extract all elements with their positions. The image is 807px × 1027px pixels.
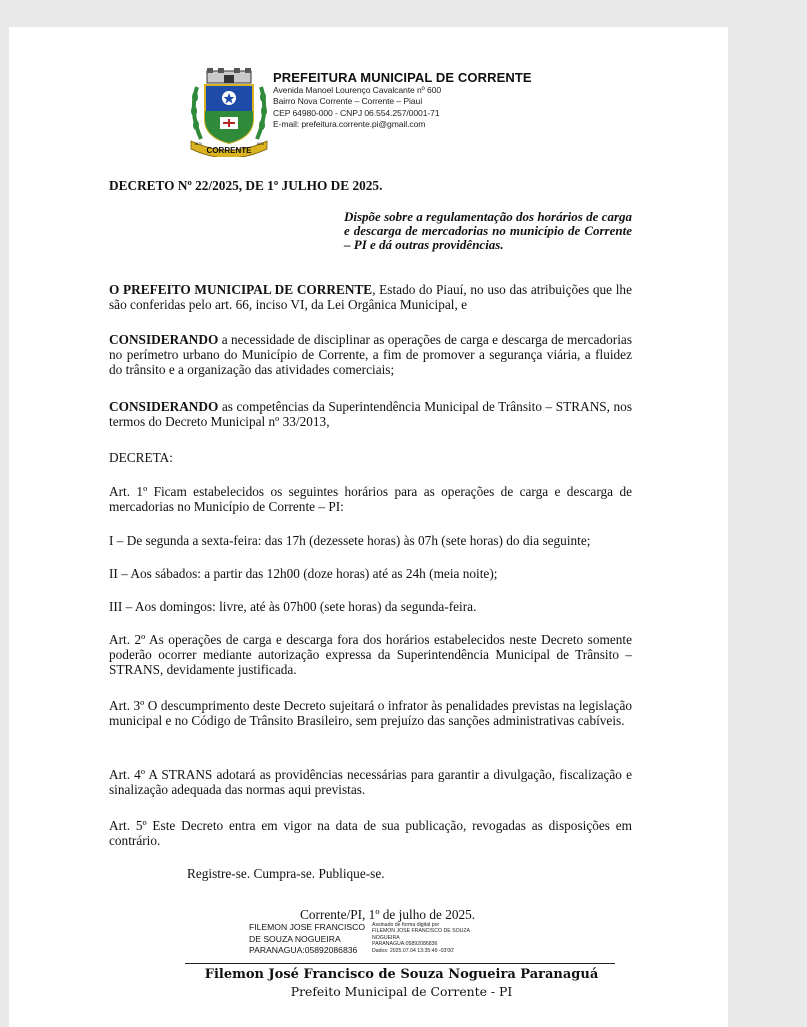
article-3: Art. 3º O descumprimento deste Decreto sujeitará o infrator às penalidades previstas na legislação municipal e no Código de Trânsito Brasileiro, sem prejuízo das sanções administrativas cabíveis. (109, 698, 632, 728)
considerando-paragraph-2 (109, 399, 632, 429)
considerando-bold: CONSIDERANDO (109, 399, 219, 414)
signer-role: Prefeito Municipal de Corrente - PI (290, 984, 513, 999)
preamble-bold: O PREFEITO MUNICIPAL DE CORRENTE (109, 282, 373, 297)
document-page (9, 27, 728, 1027)
inciso-1: I – De segunda a sexta-feira: das 17h (dezessete horas) às 07h (sete horas) do dia seguinte; (109, 533, 591, 548)
decreta-heading: DECRETA: (109, 450, 173, 465)
closing-formula: Registre-se. Cumpra-se. Publique-se. (187, 866, 385, 881)
digital-signature-details (372, 922, 512, 954)
article-1: Art. 1º Ficam estabelecidos os seguintes horários para as operações de carga e descarga de mercadorias no Município de Corrente – PI: (109, 484, 632, 514)
inciso-3: III – Aos domingos: livre, até às 07h00 (sete horas) da segunda-feira. (109, 599, 477, 614)
signature-line (185, 963, 615, 964)
preamble-paragraph (109, 282, 632, 312)
digital-signature-name (249, 922, 365, 957)
article-2: Art. 2º As operações de carga e descarga fora dos horários estabelecidos neste Decreto somente poderão ocorrer mediante autorização expressa da Superintendência Municipal de Trânsito – STRANS, devidamente justificada. (109, 632, 632, 677)
place-date: Corrente/PI, 1º de julho de 2025. (300, 907, 476, 922)
letterhead-neighborhood: Bairro Nova Corrente – Corrente – Piauí (273, 96, 423, 107)
considerando-text: as competências da Superintendência Municipal de Trânsito – STRANS, nos termos do Decreto Municipal nº 33/2013, (109, 399, 632, 429)
letterhead-address: Avenida Manoel Lourenço Cavalcante nº 600 (273, 85, 442, 95)
letterhead-email: E-mail: prefeitura.corrente.pi@gmail.com (273, 119, 426, 130)
signature-detail-line: PARANAGUA:05892086836 (372, 941, 438, 948)
article-4: Art. 4º A STRANS adotará as providências necessárias para garantir a divulgação, fiscalização e sinalização adequada das normas aqui previstas. (109, 767, 632, 797)
preamble-text: , Estado do Piauí, no uso das atribuições que lhe são conferidas pelo art. 66, inciso VI, da Lei Orgânica Municipal, e (109, 282, 632, 312)
signature-detail-line: Assinado de forma digital por (372, 922, 440, 928)
municipal-crest-icon (187, 67, 271, 157)
inciso-2: II – Aos sábados: a partir das 12h00 (doze horas) até as 24h (meia noite); (109, 566, 498, 581)
signature-name-line: DE SOUZA NOGUEIRA (249, 933, 341, 944)
crest-year-left: 1870 (194, 142, 202, 146)
decree-title: DECRETO Nº 22/2025, DE 1º JULHO DE 2025. (109, 178, 383, 193)
signature-name-line: FILEMON JOSE FRANCISCO (249, 922, 366, 932)
considerando-text: a necessidade de disciplinar as operações de carga e descarga de mercadorias no perímetro urbano do Município de Corrente, a fim de promover a segurança viária, a fluidez do trânsito e a organização das atividades comerciais; (109, 332, 632, 377)
signature-detail-line: Dados: 2025.07.04 13:35:49 -03'00' (372, 947, 455, 954)
letterhead-title: PREFEITURA MUNICIPAL DE CORRENTE (273, 70, 532, 85)
crest-ribbon-text: CORRENTE (206, 146, 252, 155)
signature-detail-line: FILEMON JOSE FRANCISCO DE SOUZA (372, 928, 470, 935)
letterhead (187, 67, 607, 159)
signer-name: Filemon José Francisco de Souza Nogueira Paranaguá (204, 967, 599, 982)
considerando-bold: CONSIDERANDO (109, 332, 219, 347)
decree-ementa: Dispõe sobre a regulamentação dos horários de carga e descarga de mercadorias no município de Corrente – PI e dá outras providências. (344, 209, 632, 252)
letterhead-text (273, 70, 532, 131)
letterhead-cep-cnpj: CEP 64980-000 - CNPJ 06.554.257/0001-71 (273, 107, 440, 118)
signature-detail-line: NOGUEIRA (372, 934, 400, 941)
signature-name-line: PARANAGUA:05892086836 (249, 945, 358, 955)
article-5: Art. 5º Este Decreto entra em vigor na data de sua publicação, revogadas as disposições em contrário. (109, 818, 632, 848)
considerando-paragraph-1 (109, 332, 632, 377)
crest-year-right: 1915 (256, 142, 264, 146)
